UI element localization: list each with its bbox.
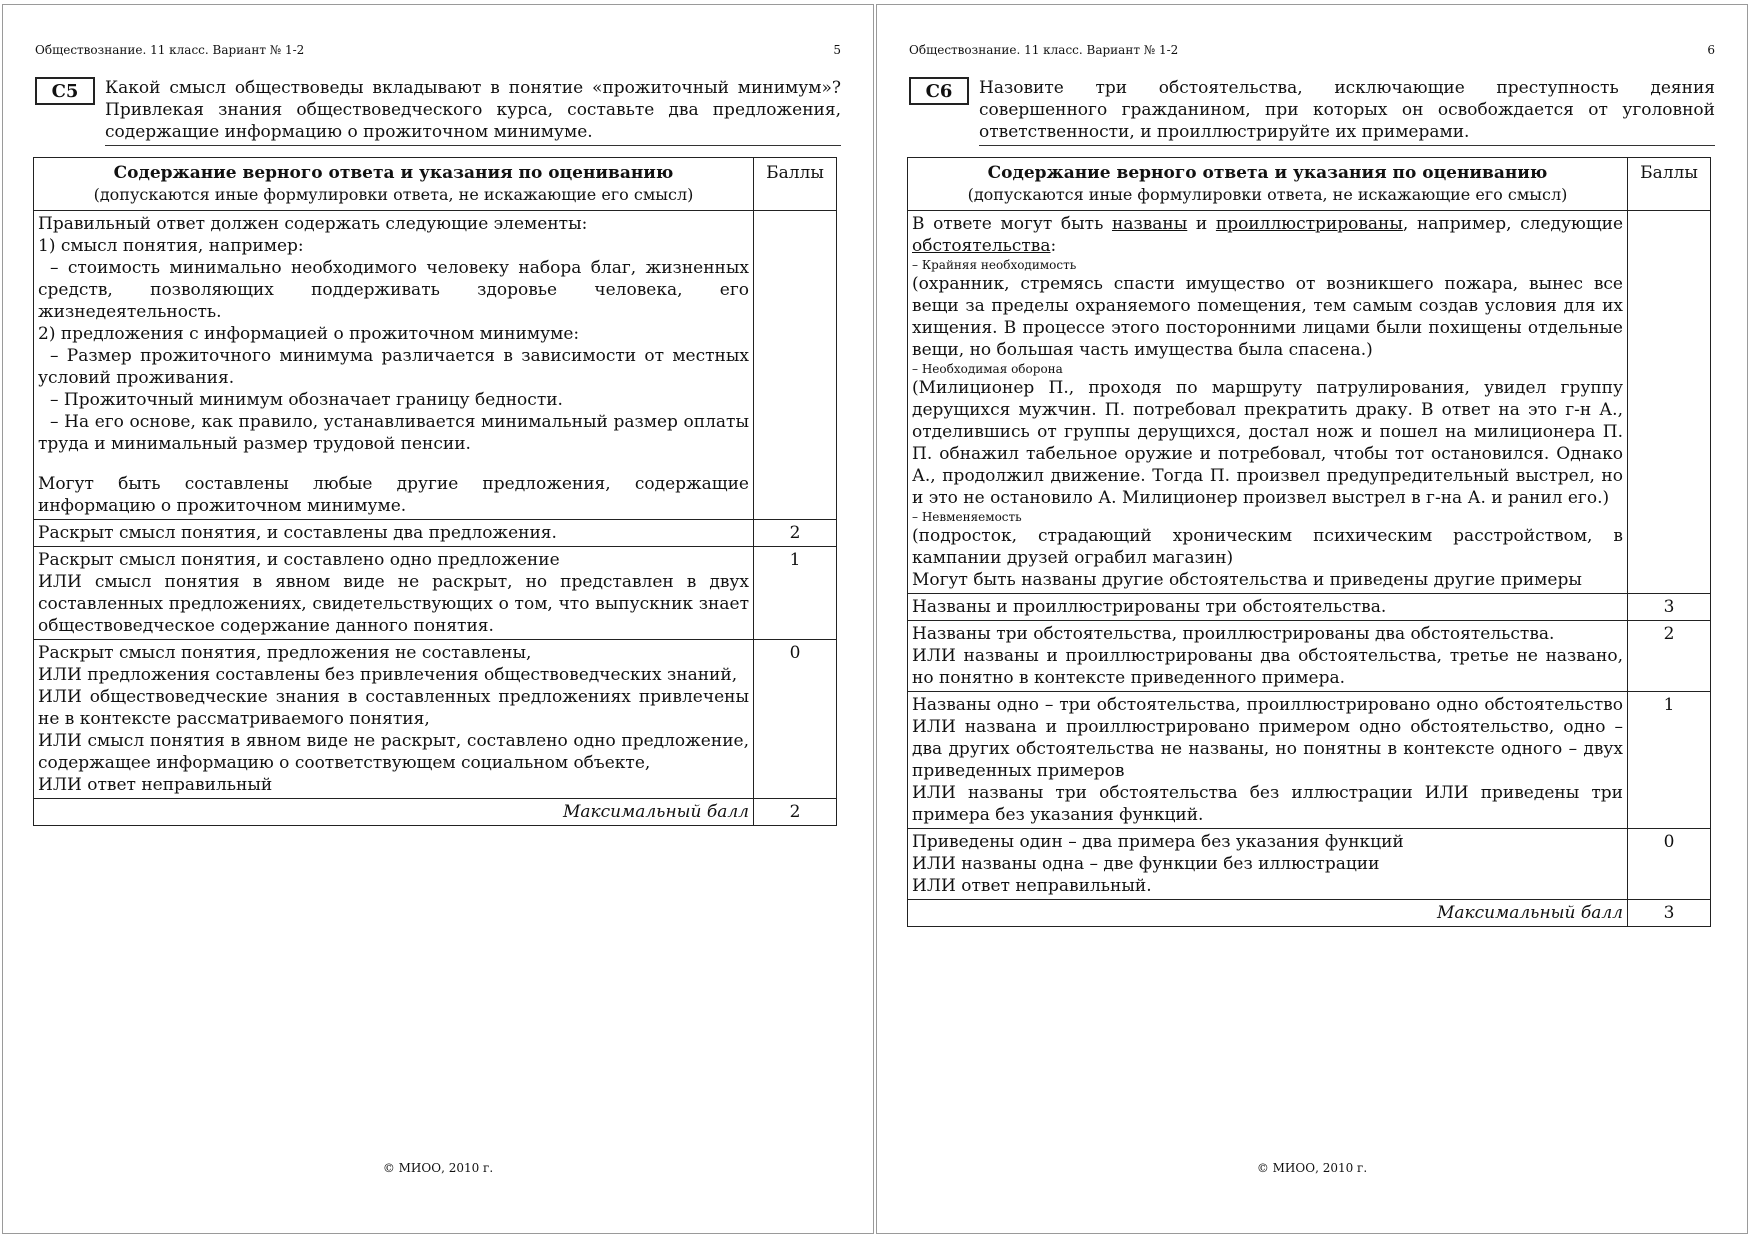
criteria-cell xyxy=(34,520,754,547)
criteria-row xyxy=(34,640,837,799)
criteria-line: Названы одно – три обстоятельства, проиллюстрировано одно обстоятельство ИЛИ названа и проиллюстрировано примером одно обстоятельство, одно – два других обстоятельства не названы, но понятны в контексте одного – двух приведенных примеров xyxy=(912,695,1623,781)
answer-row xyxy=(908,211,1711,594)
page-number: 5 xyxy=(833,43,841,57)
criteria-line: Раскрыт смысл понятия, и составлены два предложения. xyxy=(38,523,557,543)
score-cell: 3 xyxy=(1628,594,1711,621)
criteria-line: ИЛИ ответ неправильный. xyxy=(912,876,1152,896)
header-title: Обществознание. 11 класс. Вариант № 1-2 xyxy=(35,43,305,57)
content-header xyxy=(908,158,1628,211)
table-header-sub: (допускаются иные формулировки ответа, не искажающие его смысл) xyxy=(93,185,694,204)
page-footer: © МИОО, 2010 г. xyxy=(382,1161,494,1175)
task-question: Какой смысл обществоведы вкладывают в понятие «прожиточный минимум»? Привлекая знания обществоведческого курса, составьте два предложения, содержащие информацию о прожиточном минимуме. xyxy=(105,77,841,146)
criteria-line: ИЛИ ответ неправильный xyxy=(38,775,273,795)
criteria-row xyxy=(908,829,1711,900)
intro-underlined: обстоятельства xyxy=(912,236,1051,256)
score-cell: 2 xyxy=(754,520,837,547)
scoring-table xyxy=(33,157,837,826)
task-question: Назовите три обстоятельства, исключающие преступность деяния совершенного гражданином, при которых он освобождается от уголовной ответственности, и проиллюстрируйте их примерами. xyxy=(979,77,1715,146)
criteria-line: Раскрыт смысл понятия, предложения не составлены, xyxy=(38,643,532,663)
max-score-label: Максимальный балл xyxy=(908,900,1628,927)
answer-intro xyxy=(912,213,1623,257)
task-code: С6 xyxy=(909,77,969,105)
answer-cell xyxy=(34,211,754,520)
criteria-cell xyxy=(908,594,1628,621)
header-title: Обществознание. 11 класс. Вариант № 1-2 xyxy=(909,43,1179,57)
criteria-line: Раскрыт смысл понятия, и составлено одно предложение xyxy=(38,550,560,570)
criteria-line: ИЛИ названы и проиллюстрированы два обстоятельства, третье не названо, но понятно в контексте приведенного примера. xyxy=(912,646,1623,688)
answer-line: – Прожиточный минимум обозначает границу бедности. xyxy=(50,390,563,410)
item-example: (подросток, страдающий хроническим психическим расстройством, в кампании друзей ограбил магазин) xyxy=(912,526,1623,568)
answer-line: Могут быть составлены любые другие предложения, содержащие информацию о прожиточном минимуме. xyxy=(38,474,749,516)
table-header-row xyxy=(34,158,837,211)
intro-text: В ответе могут быть xyxy=(912,214,1112,234)
score-cell: 0 xyxy=(754,640,837,799)
criteria-row xyxy=(34,547,837,640)
criteria-line: ИЛИ названы одна – две функции без иллюстрации xyxy=(912,854,1380,874)
criteria-cell xyxy=(34,640,754,799)
item-title: – Невменяемость xyxy=(912,510,1022,524)
criteria-line: ИЛИ предложения составлены без привлечения обществоведческих знаний, xyxy=(38,665,738,685)
score-cell: 1 xyxy=(754,547,837,640)
page-left xyxy=(2,4,874,1234)
answer-cell xyxy=(908,211,1628,594)
table-header-main: Содержание верного ответа и указания по оцениванию xyxy=(113,163,674,183)
table-header-main: Содержание верного ответа и указания по оцениванию xyxy=(987,163,1548,183)
criteria-line: ИЛИ смысл понятия в явном виде не раскрыт, составлено одно предложение, содержащее информацию о соответствующем социальном объекте, xyxy=(38,731,749,773)
answer-line: – На его основе, как правило, устанавливается минимальный размер оплаты труда и минимальный размер трудовой пенсии. xyxy=(38,412,749,454)
criteria-line: Названы и проиллюстрированы три обстоятельства. xyxy=(912,597,1387,617)
item-title: – Необходимая оборона xyxy=(912,362,1063,376)
task-code: С5 xyxy=(35,77,95,105)
intro-text: , например, следующие xyxy=(1402,214,1624,234)
intro-underlined: проиллюстрированы xyxy=(1215,214,1403,234)
criteria-cell xyxy=(34,547,754,640)
criteria-row xyxy=(34,520,837,547)
criteria-row xyxy=(908,692,1711,829)
answer-closing: Могут быть названы другие обстоятельства и приведены другие примеры xyxy=(912,570,1582,590)
item-example: (Милиционер П., проходя по маршруту патрулирования, увидел группу дерущихся мужчин. П. потребовал прекратить драку. В ответ на это г-н А., отделившись от группы дерущихся, достал нож и пошел на милиционера П. П. обнажил табельное оружие и потребовал, чтобы тот остановился. Однако А., продолжил движение. Тогда П. произвел предупредительный выстрел, но и это не остановило А. Милиционер произвел выстрел в г-на А. и ранил его.) xyxy=(912,378,1623,508)
max-score-value: 3 xyxy=(1628,900,1711,927)
criteria-line: Приведены один – два примера без указания функций xyxy=(912,832,1404,852)
item-example: (охранник, стремясь спасти имущество от возникшего пожара, вынес все вещи за пределы охраняемого помещения, тем самым создав условия для их хищения. В процессе этого посторонними лицами были похищены отдельные вещи, но большая часть имущества была спасена.) xyxy=(912,274,1623,360)
criteria-cell xyxy=(908,692,1628,829)
score-cell: 0 xyxy=(1628,829,1711,900)
score-cell: 1 xyxy=(1628,692,1711,829)
running-header xyxy=(35,43,841,57)
criteria-row xyxy=(908,621,1711,692)
score-header: Баллы xyxy=(1628,158,1711,211)
intro-underlined: названы xyxy=(1111,214,1188,234)
answer-line: – стоимость минимально необходимого человеку набора благ, жизненных средств, позволяющих поддерживать здоровье человека, его жизнедеятельность. xyxy=(38,258,749,322)
page-number: 6 xyxy=(1707,43,1715,57)
criteria-cell xyxy=(908,621,1628,692)
table-header-sub: (допускаются иные формулировки ответа, не искажающие его смысл) xyxy=(967,185,1568,204)
task-c6 xyxy=(909,77,1715,146)
score-header: Баллы xyxy=(754,158,837,211)
criteria-row xyxy=(908,594,1711,621)
answer-line: 2) предложения с информацией о прожиточном минимуме: xyxy=(38,324,580,344)
score-cell xyxy=(754,211,837,520)
criteria-line: ИЛИ обществоведческие знания в составленных предложениях привлечены не в контексте рассматриваемого понятия, xyxy=(38,687,749,729)
page-footer: © МИОО, 2010 г. xyxy=(1256,1161,1368,1175)
criteria-line: ИЛИ смысл понятия в явном виде не раскрыт, но представлен в двух составленных предложениях, свидетельствующих о том, что выпускник знает обществоведческое содержание данного понятия. xyxy=(38,572,749,636)
table-header-row xyxy=(908,158,1711,211)
content-header xyxy=(34,158,754,211)
scoring-table xyxy=(907,157,1711,927)
criteria-line: ИЛИ названы три обстоятельства без иллюстрации ИЛИ приведены три примера без указания функций. xyxy=(912,783,1623,825)
intro-text: и xyxy=(1187,214,1216,234)
intro-text: : xyxy=(1050,236,1057,256)
page-right xyxy=(876,4,1748,1234)
max-score-value: 2 xyxy=(754,799,837,826)
answer-line: – Размер прожиточного минимума различается в зависимости от местных условий проживания. xyxy=(38,346,749,388)
running-header xyxy=(909,43,1715,57)
item-title: – Крайняя необходимость xyxy=(912,258,1077,272)
criteria-line: Названы три обстоятельства, проиллюстрированы два обстоятельства. xyxy=(912,624,1555,644)
score-cell: 2 xyxy=(1628,621,1711,692)
answer-line: Правильный ответ должен содержать следующие элементы: xyxy=(38,214,588,234)
task-c5 xyxy=(35,77,841,146)
criteria-cell xyxy=(908,829,1628,900)
score-cell xyxy=(1628,211,1711,594)
max-score-row xyxy=(908,900,1711,927)
max-score-row xyxy=(34,799,837,826)
answer-row xyxy=(34,211,837,520)
max-score-label: Максимальный балл xyxy=(34,799,754,826)
answer-line: 1) смысл понятия, например: xyxy=(38,236,304,256)
